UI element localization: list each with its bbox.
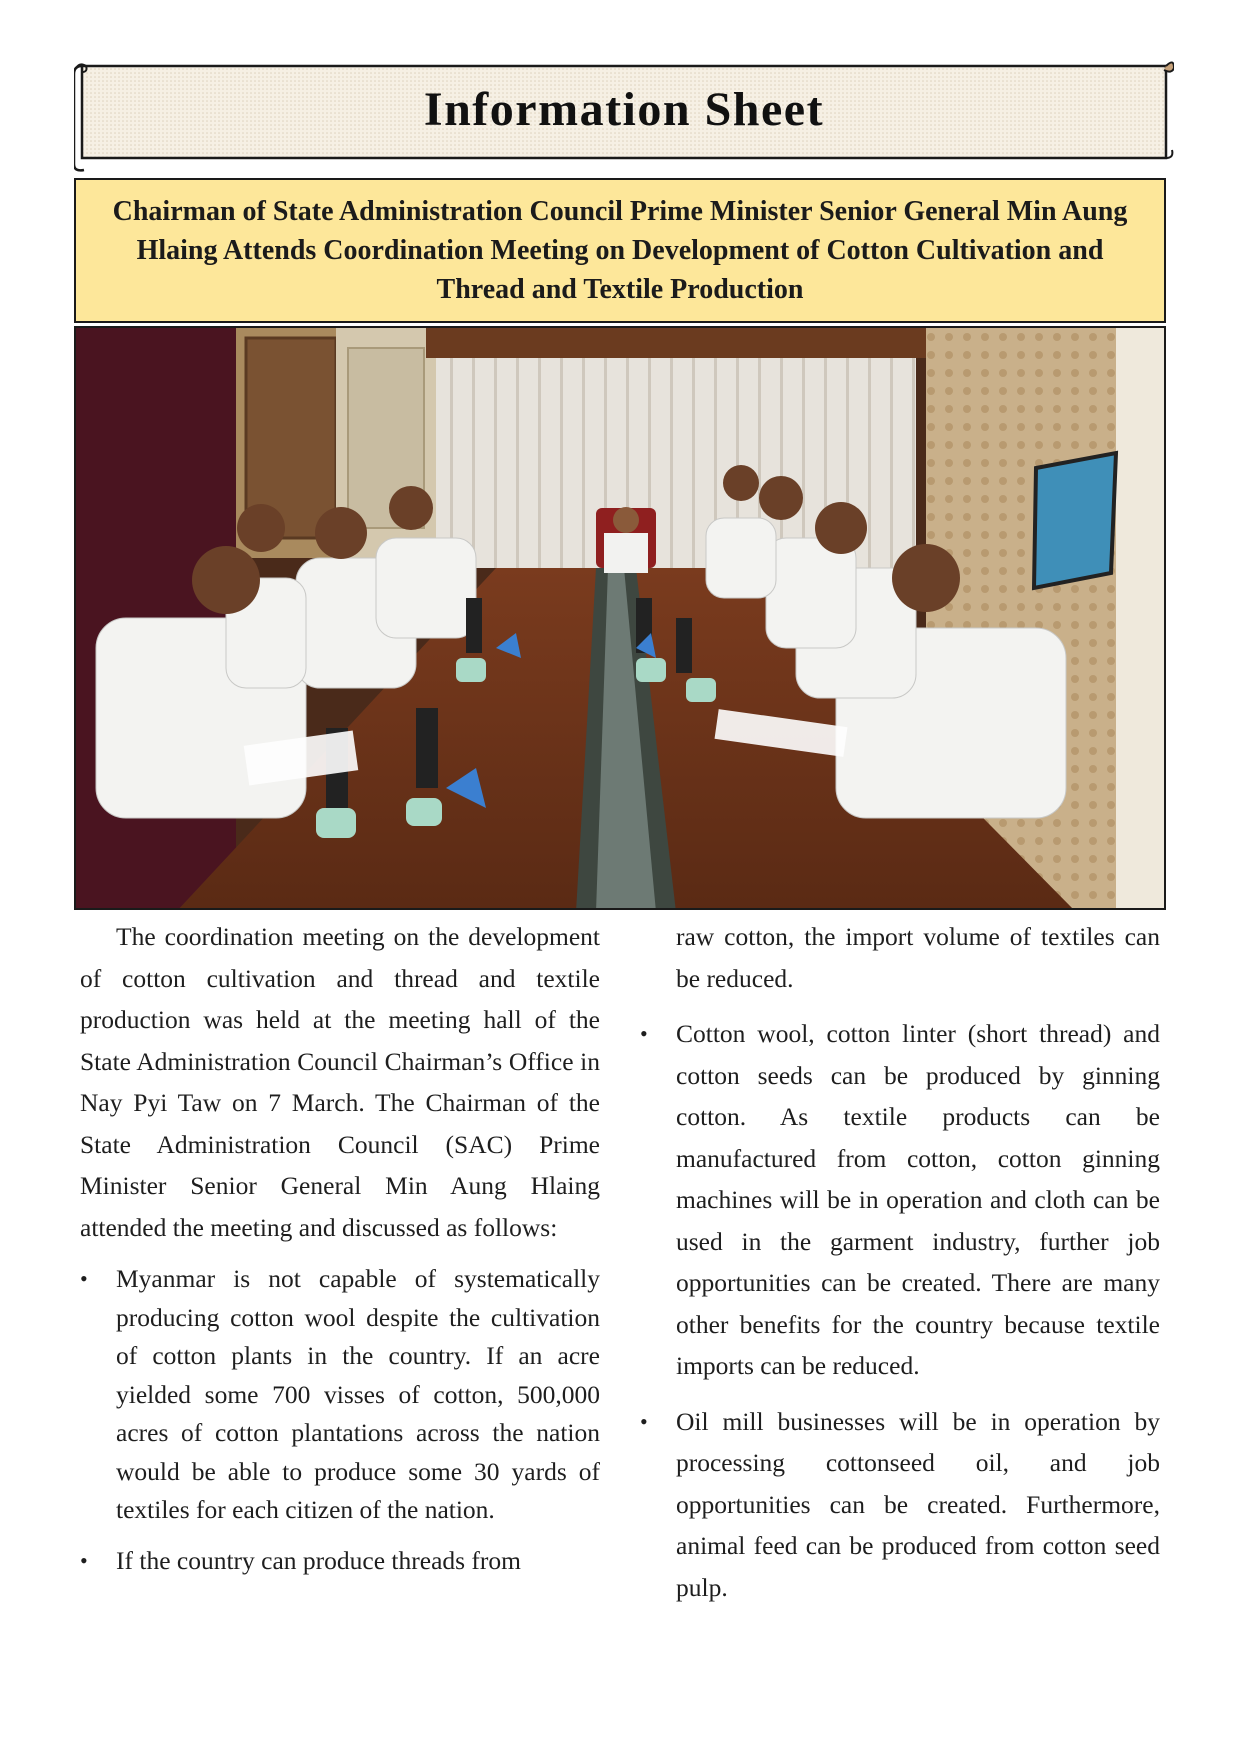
page-title: Information Sheet (423, 83, 825, 136)
right-bullet-list (640, 1013, 1160, 1608)
list-item (80, 1542, 600, 1581)
headline-box (74, 178, 1166, 323)
meeting-photo-icon (76, 328, 1166, 910)
bullet-icon: • (80, 1266, 88, 1291)
left-column (80, 916, 600, 1580)
list-item (640, 1013, 1160, 1387)
left-bullet-list (80, 1260, 600, 1580)
list-item (640, 1401, 1160, 1609)
right-column (640, 916, 1160, 1608)
meeting-photo (74, 326, 1166, 910)
bullet-text: Cotton wool, cotton linter (short thread) and cotton seeds can be produced by ginning cotton. As textile products can be manufactured from cotton, cotton ginning machines will be in operation and cloth can be used in the garment industry, further job opportunities can be created. There are many other benefits for the country because textile imports can be reduced. (676, 1019, 1160, 1380)
list-item (80, 1260, 600, 1530)
bullet-text: If the country can produce threads from (116, 1545, 521, 1575)
headline-text: Chairman of State Administration Council Prime Minister Senior General Min Aung Hlaing Attends Coordination Meeting on Development of Cotton Cultivation and Thread and Textile Production (112, 196, 1128, 305)
title-banner (74, 60, 1174, 168)
bullet-text: Oil mill businesses will be in operation by processing cottonseed oil, and job opportunities can be created. Furthermore, animal feed can be produced from cotton seed pulp. (676, 1406, 1160, 1602)
bullet-icon: • (80, 1547, 88, 1573)
continuation-paragraph: raw cotton, the import volume of textiles can be reduced. (676, 922, 1160, 993)
bullet-icon: • (640, 1408, 648, 1434)
bullet-text: Myanmar is not capable of systematically producing cotton wool despite the cultivation of cotton plants in the country. If an acre yielded some 700 visses of cotton, 500,000 acres of cotton plantations across the nation would be able to produce some 30 yards of textiles for each citizen of the nation. (116, 1264, 600, 1524)
bullet-icon: • (640, 1021, 648, 1046)
intro-paragraph: The coordination meeting on the development of cotton cultivation and thread and textile production was held at the meeting hall of the State Administration Council Chairman’s Office in Nay Pyi Taw on 7 March. The Chairman of the State Administration Council (SAC) Prime Minister Senior General Min Aung Hlaing attended the meeting and discussed as follows: (80, 922, 600, 1242)
